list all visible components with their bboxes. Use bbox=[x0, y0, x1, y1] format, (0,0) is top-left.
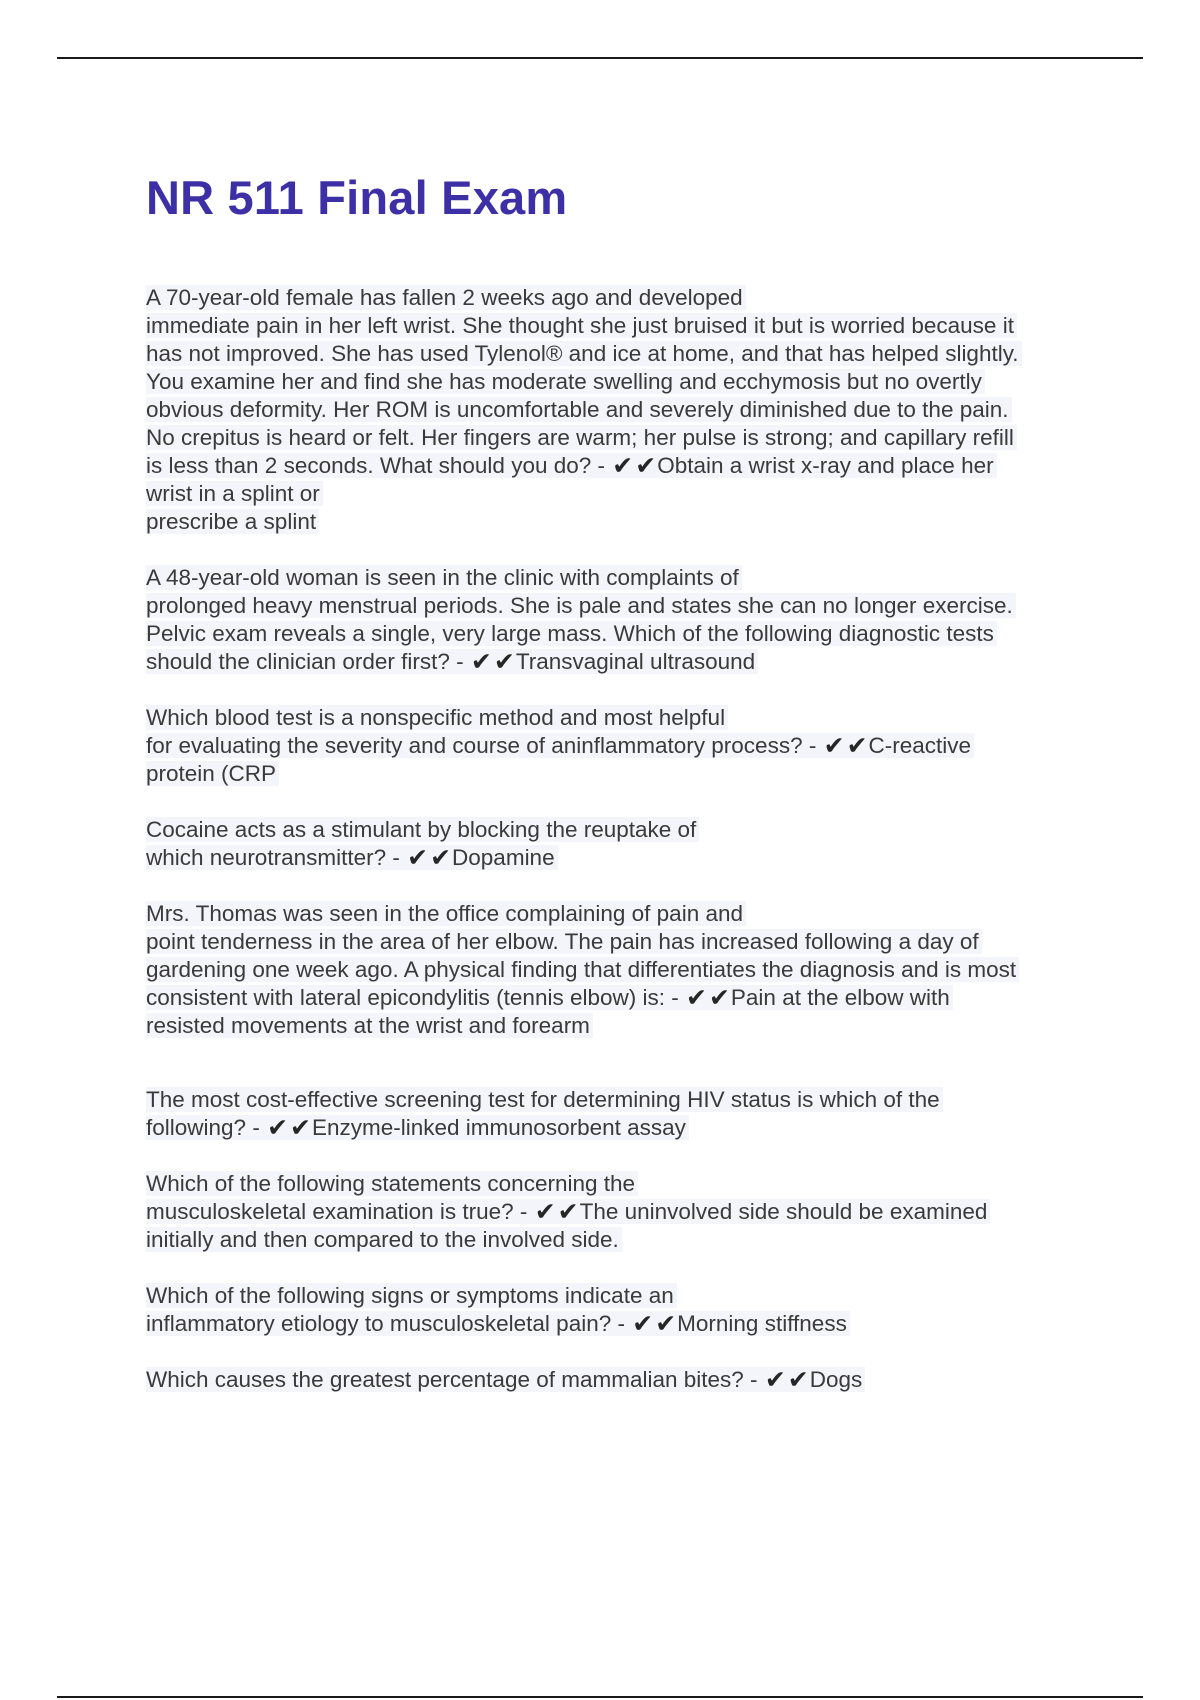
qa-item bbox=[146, 816, 1106, 872]
qa-item bbox=[146, 900, 1106, 1040]
question-line bbox=[146, 340, 1106, 368]
question-text: has not improved. She has used Tylenol® and ice at home, and that has helped slightly. bbox=[146, 341, 1022, 366]
question-line bbox=[146, 956, 1106, 984]
checkmark-icon: ✔ bbox=[655, 1310, 677, 1338]
question-answer-highlight bbox=[146, 649, 758, 674]
checkmark-icon: ✔ bbox=[493, 648, 515, 676]
question-answer-highlight bbox=[146, 733, 974, 758]
checkmark-icon: ✔ bbox=[557, 1198, 579, 1226]
question-line bbox=[146, 620, 1106, 648]
question-text: Which of the following signs or symptoms indicate an bbox=[146, 1283, 677, 1308]
checkmark-icon: ✔ bbox=[632, 1310, 654, 1338]
answer-text: Transvaginal ultrasound bbox=[515, 649, 756, 674]
checkmark-icon: ✔ bbox=[430, 844, 452, 872]
question-text: A 48-year-old woman is seen in the clinic with complaints of bbox=[146, 565, 742, 590]
question-text: is less than 2 seconds. What should you do? - bbox=[146, 453, 606, 478]
answer-text: Dogs bbox=[809, 1367, 863, 1392]
question-answer-highlight bbox=[146, 985, 953, 1010]
question-line bbox=[146, 564, 1106, 592]
question-answer-line bbox=[146, 844, 1106, 872]
question-text: Which causes the greatest percentage of mammalian bites? - bbox=[146, 1367, 758, 1392]
question-text: Cocaine acts as a stimulant by blocking the reuptake of bbox=[146, 817, 699, 842]
answer-text: C-reactive bbox=[868, 733, 972, 758]
question-text: The most cost-effective screening test for determining HIV status is which of the bbox=[146, 1087, 943, 1112]
question-text: No crepitus is heard or felt. Her fingers are warm; her pulse is strong; and capillary refill bbox=[146, 425, 1017, 450]
question-line bbox=[146, 312, 1106, 340]
question-line bbox=[146, 592, 1106, 620]
question-text: A 70-year-old female has fallen 2 weeks ago and developed bbox=[146, 285, 746, 310]
question-text: consistent with lateral epicondylitis (tennis elbow) is: - bbox=[146, 985, 679, 1010]
qa-item bbox=[146, 1366, 1106, 1394]
question-text: gardening one week ago. A physical finding that differentiates the diagnosis and is most bbox=[146, 957, 1019, 982]
checkmark-icon: ✔ bbox=[846, 732, 868, 760]
answer-line bbox=[146, 760, 1106, 788]
answer-text: wrist in a splint or bbox=[146, 481, 323, 506]
qa-item bbox=[146, 564, 1106, 676]
question-answer-highlight bbox=[146, 845, 558, 870]
answer-line bbox=[146, 508, 1106, 536]
question-text: obvious deformity. Her ROM is uncomfortable and severely diminished due to the pain. bbox=[146, 397, 1012, 422]
checkmark-icon: ✔ bbox=[407, 844, 429, 872]
question-text: You examine her and find she has moderate swelling and ecchymosis but no overtly bbox=[146, 369, 985, 394]
question-answer-line bbox=[146, 1114, 1106, 1142]
top-rule bbox=[57, 57, 1143, 59]
question-text: Pelvic exam reveals a single, very large mass. Which of the following diagnostic tests bbox=[146, 621, 997, 646]
question-line bbox=[146, 816, 1106, 844]
question-text: inflammatory etiology to musculoskeletal pain? - bbox=[146, 1311, 625, 1336]
answer-text: The uninvolved side should be examined bbox=[579, 1199, 988, 1224]
answer-text: prescribe a splint bbox=[146, 509, 319, 534]
answer-text: Pain at the elbow with bbox=[730, 985, 950, 1010]
question-answer-highlight bbox=[146, 1311, 850, 1336]
question-answer-highlight bbox=[146, 1199, 990, 1224]
question-answer-highlight bbox=[146, 1367, 865, 1392]
answer-line bbox=[146, 480, 1106, 508]
answer-text: initially and then compared to the involved side. bbox=[146, 1227, 622, 1252]
question-line bbox=[146, 928, 1106, 956]
checkmark-icon: ✔ bbox=[686, 984, 707, 1012]
qa-item bbox=[146, 704, 1106, 788]
question-text: prolonged heavy menstrual periods. She is pale and states she can no longer exercise. bbox=[146, 593, 1016, 618]
question-text: Which of the following statements concerning the bbox=[146, 1171, 638, 1196]
qa-item bbox=[146, 284, 1106, 536]
checkmark-icon: ✔ bbox=[708, 984, 730, 1012]
checkmark-icon: ✔ bbox=[534, 1198, 556, 1226]
qa-list bbox=[146, 284, 1106, 1422]
question-answer-line bbox=[146, 1310, 1106, 1338]
answer-text: Dopamine bbox=[452, 845, 555, 870]
question-line bbox=[146, 1086, 1106, 1114]
question-answer-highlight bbox=[146, 1115, 689, 1140]
question-text: should the clinician order first? - bbox=[146, 649, 464, 674]
question-text: following? - bbox=[146, 1115, 260, 1140]
question-answer-line bbox=[146, 1366, 1106, 1394]
qa-item bbox=[146, 1170, 1106, 1254]
checkmark-icon: ✔ bbox=[787, 1366, 809, 1394]
checkmark-icon: ✔ bbox=[764, 1366, 786, 1394]
question-line bbox=[146, 1170, 1106, 1198]
question-line bbox=[146, 368, 1106, 396]
checkmark-icon: ✔ bbox=[267, 1114, 289, 1142]
checkmark-icon: ✔ bbox=[470, 648, 492, 676]
question-text: musculoskeletal examination is true? - bbox=[146, 1199, 528, 1224]
question-answer-line bbox=[146, 984, 1106, 1012]
qa-item bbox=[146, 1086, 1106, 1142]
question-line bbox=[146, 424, 1106, 452]
page-title: NR 511 Final Exam bbox=[146, 171, 568, 224]
question-text: point tenderness in the area of her elbow. The pain has increased following a day of bbox=[146, 929, 982, 954]
question-line bbox=[146, 396, 1106, 424]
question-line bbox=[146, 1282, 1106, 1310]
bottom-rule bbox=[57, 1696, 1143, 1698]
question-text: Which blood test is a nonspecific method and most helpful bbox=[146, 705, 728, 730]
checkmark-icon: ✔ bbox=[635, 452, 657, 480]
answer-text: protein (CRP bbox=[146, 761, 279, 786]
question-answer-line bbox=[146, 732, 1106, 760]
qa-item bbox=[146, 1282, 1106, 1338]
question-answer-line bbox=[146, 452, 1106, 480]
answer-text: Morning stiffness bbox=[677, 1311, 847, 1336]
answer-line bbox=[146, 1012, 1106, 1040]
answer-line bbox=[146, 1226, 1106, 1254]
question-text: which neurotransmitter? - bbox=[146, 845, 400, 870]
checkmark-icon: ✔ bbox=[823, 732, 845, 760]
checkmark-icon: ✔ bbox=[612, 452, 634, 480]
answer-text: Obtain a wrist x-ray and place her bbox=[657, 453, 994, 478]
question-text: Mrs. Thomas was seen in the office complaining of pain and bbox=[146, 901, 746, 926]
question-text: immediate pain in her left wrist. She thought she just bruised it but is worried because it bbox=[146, 313, 1017, 338]
checkmark-icon: ✔ bbox=[290, 1114, 311, 1142]
question-answer-line bbox=[146, 648, 1106, 676]
question-line bbox=[146, 900, 1106, 928]
question-text: for evaluating the severity and course of aninflammatory process? - bbox=[146, 733, 817, 758]
question-line bbox=[146, 704, 1106, 732]
answer-text: resisted movements at the wrist and forearm bbox=[146, 1013, 593, 1038]
question-line bbox=[146, 284, 1106, 312]
question-answer-line bbox=[146, 1198, 1106, 1226]
question-answer-highlight bbox=[146, 453, 997, 478]
answer-text: Enzyme-linked immunosorbent assay bbox=[311, 1115, 686, 1140]
